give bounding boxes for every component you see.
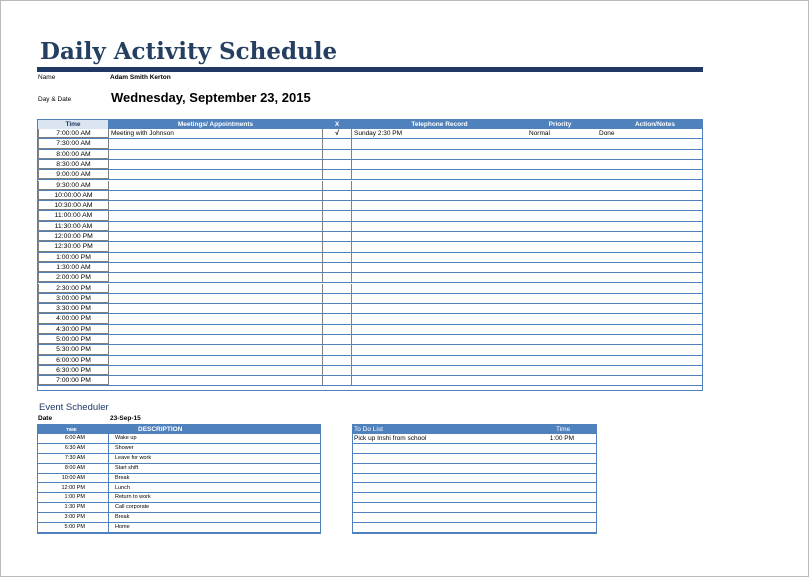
event-description: Lunch bbox=[115, 484, 130, 491]
event-description: Leave for work bbox=[115, 454, 152, 461]
date-value[interactable]: Wednesday, September 23, 2015 bbox=[111, 90, 311, 105]
action-column-header: Action/Notes bbox=[634, 121, 676, 128]
time-cell: 8:30:00 AM bbox=[38, 160, 109, 169]
check-cell[interactable] bbox=[322, 150, 352, 159]
schedule-row[interactable] bbox=[38, 201, 702, 211]
todo-task-header: To Do List bbox=[354, 426, 383, 433]
schedule-row[interactable] bbox=[38, 129, 702, 139]
event-row[interactable] bbox=[38, 513, 320, 523]
schedule-row[interactable] bbox=[38, 304, 702, 314]
event-description: Home bbox=[115, 524, 130, 531]
event-time: 1:30 PM bbox=[64, 504, 85, 511]
time-cell: 6:30:00 PM bbox=[38, 366, 109, 375]
schedule-row[interactable] bbox=[38, 273, 702, 283]
event-row[interactable] bbox=[38, 484, 320, 494]
check-cell[interactable] bbox=[322, 211, 352, 220]
check-cell[interactable] bbox=[322, 325, 352, 334]
event-description: Break bbox=[115, 514, 130, 521]
schedule-row[interactable] bbox=[38, 325, 702, 335]
action-cell[interactable]: Done bbox=[599, 130, 615, 137]
schedule-row[interactable] bbox=[38, 139, 702, 149]
schedule-row[interactable] bbox=[38, 253, 702, 263]
event-time: 6:30 AM bbox=[64, 444, 85, 451]
time-cell: 12:30:00 PM bbox=[38, 242, 109, 251]
event-time-header: TIME bbox=[66, 427, 77, 432]
event-scheduler-title: Event Scheduler bbox=[39, 402, 109, 413]
time-cell: 8:00:00 AM bbox=[38, 150, 109, 159]
check-cell[interactable] bbox=[322, 304, 352, 313]
schedule-row[interactable] bbox=[38, 150, 702, 160]
date-label: Day & Date bbox=[38, 96, 72, 103]
schedule-row[interactable] bbox=[38, 222, 702, 232]
event-description: Shower bbox=[115, 444, 134, 451]
check-cell[interactable] bbox=[322, 356, 352, 365]
event-description: Wake up bbox=[115, 435, 137, 441]
event-scheduler-table bbox=[37, 424, 321, 534]
event-row[interactable] bbox=[38, 493, 320, 503]
todo-row[interactable] bbox=[353, 434, 596, 444]
todo-row[interactable] bbox=[353, 454, 596, 464]
time-cell: 7:00:00 AM bbox=[38, 129, 109, 138]
event-description: Call corporate bbox=[115, 504, 150, 511]
time-cell: 11:00:00 AM bbox=[38, 211, 109, 220]
time-cell: 9:30:00 AM bbox=[38, 181, 109, 190]
event-date-value[interactable]: 23-Sep-15 bbox=[110, 415, 141, 422]
event-row[interactable] bbox=[38, 523, 320, 533]
event-time: 5:00 PM bbox=[64, 524, 85, 531]
time-cell: 7:30:00 AM bbox=[38, 139, 109, 148]
event-description: Start shift bbox=[115, 464, 139, 471]
schedule-row[interactable] bbox=[38, 170, 702, 180]
time-cell: 5:00:00 PM bbox=[38, 335, 109, 344]
schedule-row[interactable] bbox=[38, 242, 702, 252]
todo-time: 1:00 PM bbox=[549, 435, 574, 442]
todo-row[interactable] bbox=[353, 464, 596, 474]
event-row[interactable] bbox=[38, 434, 320, 444]
check-cell[interactable] bbox=[322, 222, 352, 231]
event-description-header: DESCRIPTION bbox=[138, 426, 183, 433]
schedule-row[interactable] bbox=[38, 366, 702, 376]
check-cell[interactable] bbox=[322, 273, 352, 282]
event-time: 3:00 PM bbox=[64, 514, 85, 521]
todo-row[interactable] bbox=[353, 513, 596, 523]
event-row[interactable] bbox=[38, 464, 320, 474]
schedule-row[interactable] bbox=[38, 160, 702, 170]
time-cell: 11:30:00 AM bbox=[38, 222, 109, 231]
time-cell: 4:30:00 PM bbox=[38, 325, 109, 334]
event-time: 10:00 AM bbox=[61, 474, 85, 481]
check-cell[interactable] bbox=[322, 294, 352, 303]
event-description: Break bbox=[115, 474, 130, 481]
time-cell: 3:30:00 PM bbox=[38, 304, 109, 313]
time-cell: 12:00:00 PM bbox=[38, 232, 109, 241]
time-cell: 3:00:00 PM bbox=[38, 294, 109, 303]
todo-row[interactable] bbox=[353, 484, 596, 494]
todo-row[interactable] bbox=[353, 503, 596, 513]
event-time: 1:00 PM bbox=[64, 494, 85, 501]
check-cell[interactable] bbox=[322, 170, 352, 179]
check-cell[interactable] bbox=[322, 253, 352, 262]
check-cell[interactable] bbox=[322, 376, 352, 385]
event-description: Return to work bbox=[115, 494, 151, 501]
todo-time-header: Time bbox=[556, 426, 571, 433]
schedule-row[interactable] bbox=[38, 294, 702, 304]
event-date-label: Date bbox=[38, 415, 53, 422]
time-column-header: Time bbox=[38, 120, 109, 129]
time-cell: 4:00:00 PM bbox=[38, 314, 109, 323]
priority-column-header: Priority bbox=[548, 121, 572, 128]
check-cell[interactable] bbox=[322, 139, 352, 148]
event-row[interactable] bbox=[38, 474, 320, 484]
check-cell[interactable] bbox=[322, 242, 352, 251]
check-cell[interactable] bbox=[322, 335, 352, 344]
schedule-row[interactable] bbox=[38, 211, 702, 221]
meeting-cell[interactable]: Meeting with Johnson bbox=[111, 130, 174, 137]
event-time: 8:00 AM bbox=[64, 464, 85, 471]
check-cell[interactable] bbox=[322, 314, 352, 323]
time-cell: 10:30:00 AM bbox=[38, 201, 109, 210]
check-cell[interactable] bbox=[322, 181, 352, 190]
time-cell: 5:30:00 PM bbox=[38, 345, 109, 354]
event-time: 7:30 AM bbox=[64, 454, 85, 461]
schedule-row[interactable] bbox=[38, 314, 702, 324]
time-cell: 6:00:00 PM bbox=[38, 356, 109, 365]
todo-row[interactable] bbox=[353, 523, 596, 533]
check-cell[interactable] bbox=[322, 191, 352, 200]
event-row[interactable] bbox=[38, 454, 320, 464]
telephone-cell[interactable]: Sunday 2:30 PM bbox=[354, 130, 403, 137]
todo-row[interactable] bbox=[353, 474, 596, 484]
event-row[interactable] bbox=[38, 503, 320, 513]
title-divider bbox=[37, 67, 703, 72]
todo-header bbox=[353, 425, 596, 434]
check-cell[interactable] bbox=[322, 263, 352, 272]
schedule-row[interactable] bbox=[38, 335, 702, 345]
event-row[interactable] bbox=[38, 444, 320, 454]
todo-task: Pick up Inshi from school bbox=[354, 435, 427, 442]
schedule-row[interactable] bbox=[38, 181, 702, 191]
check-column-header: X bbox=[322, 120, 352, 129]
todo-table bbox=[352, 424, 597, 534]
check-cell[interactable] bbox=[322, 160, 352, 169]
schedule-row[interactable] bbox=[38, 345, 702, 355]
telephone-column-header: Telephone Record bbox=[411, 121, 468, 128]
schedule-row[interactable] bbox=[38, 356, 702, 366]
schedule-row[interactable] bbox=[38, 232, 702, 242]
todo-row[interactable] bbox=[353, 493, 596, 503]
time-cell: 9:00:00 AM bbox=[38, 170, 109, 179]
priority-cell[interactable]: Normal bbox=[529, 130, 550, 137]
schedule-row[interactable] bbox=[38, 284, 702, 294]
page-title: Daily Activity Schedule bbox=[40, 38, 338, 65]
event-header bbox=[38, 425, 320, 434]
time-cell: 7:00:00 PM bbox=[38, 376, 109, 385]
schedule-row[interactable] bbox=[38, 263, 702, 273]
time-cell: 2:00:00 PM bbox=[38, 273, 109, 282]
todo-row[interactable] bbox=[353, 444, 596, 454]
check-cell[interactable] bbox=[322, 366, 352, 375]
check-cell[interactable] bbox=[322, 232, 352, 241]
time-cell: 1:00:00 PM bbox=[38, 253, 109, 262]
name-label: Name bbox=[38, 74, 56, 81]
schedule-row[interactable] bbox=[38, 191, 702, 201]
check-cell[interactable]: √ bbox=[322, 129, 352, 138]
check-cell[interactable] bbox=[322, 201, 352, 210]
schedule-row[interactable] bbox=[38, 376, 702, 386]
event-time: 12:00 PM bbox=[61, 484, 85, 491]
meetings-column-header: Meetings/ Appointments bbox=[109, 120, 322, 129]
event-time: 6:00 AM bbox=[64, 435, 85, 441]
time-cell: 1:30:00 AM bbox=[38, 263, 109, 272]
check-cell[interactable] bbox=[322, 284, 352, 293]
schedule-table bbox=[37, 119, 703, 391]
check-cell[interactable] bbox=[322, 345, 352, 354]
time-cell: 10:00:00 AM bbox=[38, 191, 109, 200]
time-cell: 2:30:00 PM bbox=[38, 284, 109, 293]
name-value[interactable]: Adam Smith Kerton bbox=[110, 74, 171, 81]
